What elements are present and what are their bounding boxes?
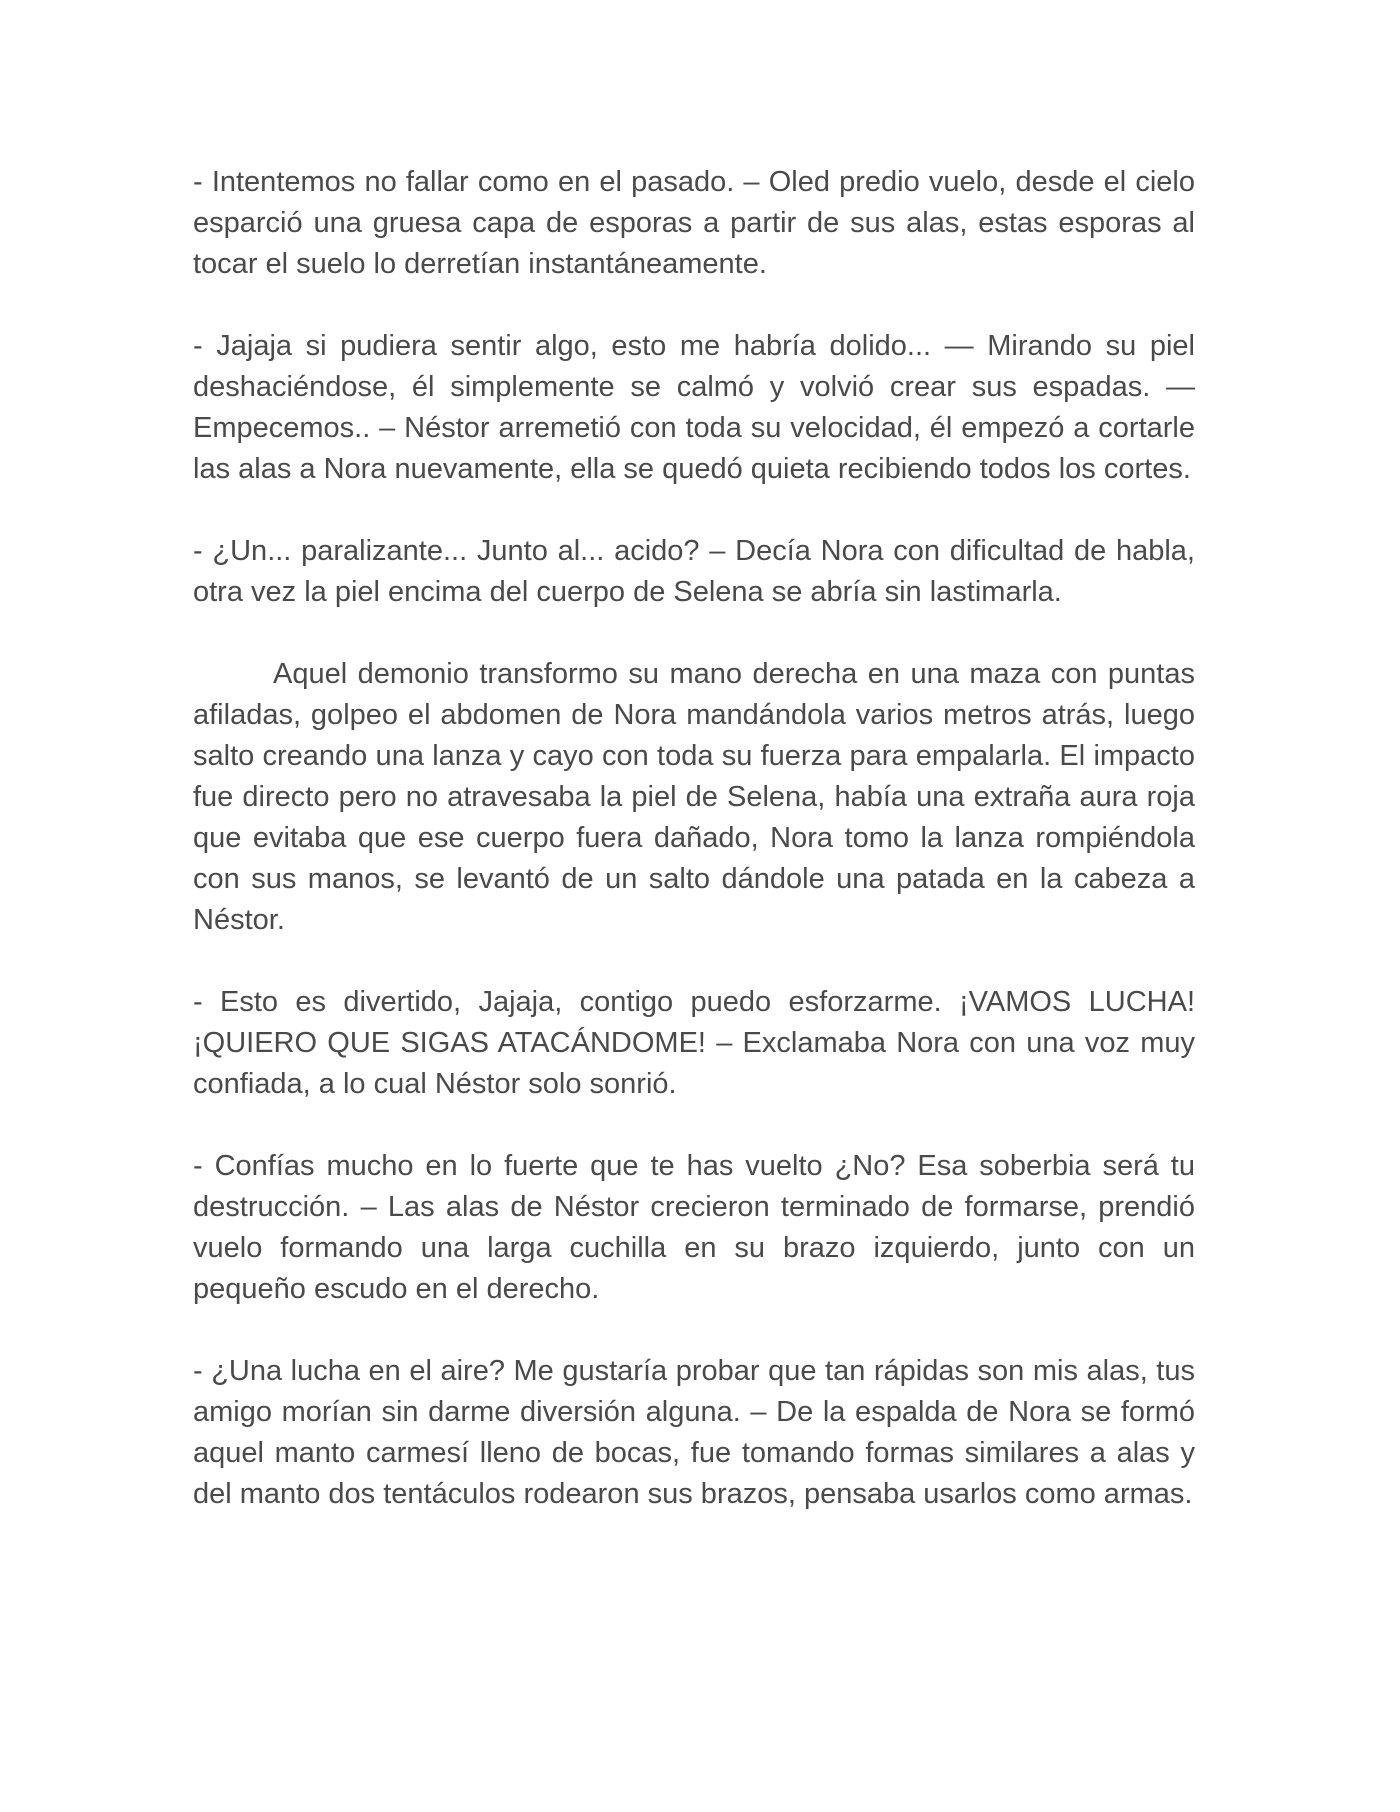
paragraph-2: - Jajaja si pudiera sentir algo, esto me habría dolido... — Mirando su piel deshaciéndose, él simplemente se calmó y volvió crear sus espadas. — Empecemos.. – Néstor arremetió con toda su velocidad, él empezó a cortarle las alas a Nora nuevamente, ella se quedó quieta recibiendo todos los cortes. [193, 330, 1195, 485]
paragraph-1: - Intentemos no fallar como en el pasado. – Oled predio vuelo, desde el cielo esparció una gruesa capa de esporas a partir de sus alas, estas esporas al tocar el suelo lo derretían instantáneamente. [193, 166, 1195, 280]
document-body [193, 162, 1195, 1556]
paragraph-4: Aquel demonio transformo su mano derecha en una maza con puntas afiladas, golpeo el abdomen de Nora mandándola varios metros atrás, luego salto creando una lanza y cayo con toda su fuerza para empalarla. El impacto fue directo pero no atravesaba la piel de Selena, había una extraña aura roja que evitaba que ese cuerpo fuera dañado, Nora tomo la lanza rompiéndola con sus manos, se levantó de un salto dándole una patada en la cabeza a Néstor. [193, 658, 1195, 936]
paragraph-3: - ¿Un... paralizante... Junto al... acido? – Decía Nora con dificultad de habla, otra vez la piel encima del cuerpo de Selena se abría sin lastimarla. [193, 535, 1195, 608]
paragraph-6: - Confías mucho en lo fuerte que te has vuelto ¿No? Esa soberbia será tu destrucción. – Las alas de Néstor crecieron terminado de formarse, prendió vuelo formando una larga cuchilla en su brazo izquierdo, junto con un pequeño escudo en el derecho. [193, 1150, 1195, 1305]
paragraph-7: - ¿Una lucha en el aire? Me gustaría probar que tan rápidas son mis alas, tus amigo morían sin darme diversión alguna. – De la espalda de Nora se formó aquel manto carmesí lleno de bocas, fue tomando formas similares a alas y del manto dos tentáculos rodearon sus brazos, pensaba usarlos como armas. [193, 1355, 1195, 1510]
paragraph-5: - Esto es divertido, Jajaja, contigo puedo esforzarme. ¡VAMOS LUCHA! ¡QUIERO QUE SIGAS ATACÁNDOME! – Exclamaba Nora con una voz muy confiada, a lo cual Néstor solo sonrió. [193, 986, 1195, 1100]
